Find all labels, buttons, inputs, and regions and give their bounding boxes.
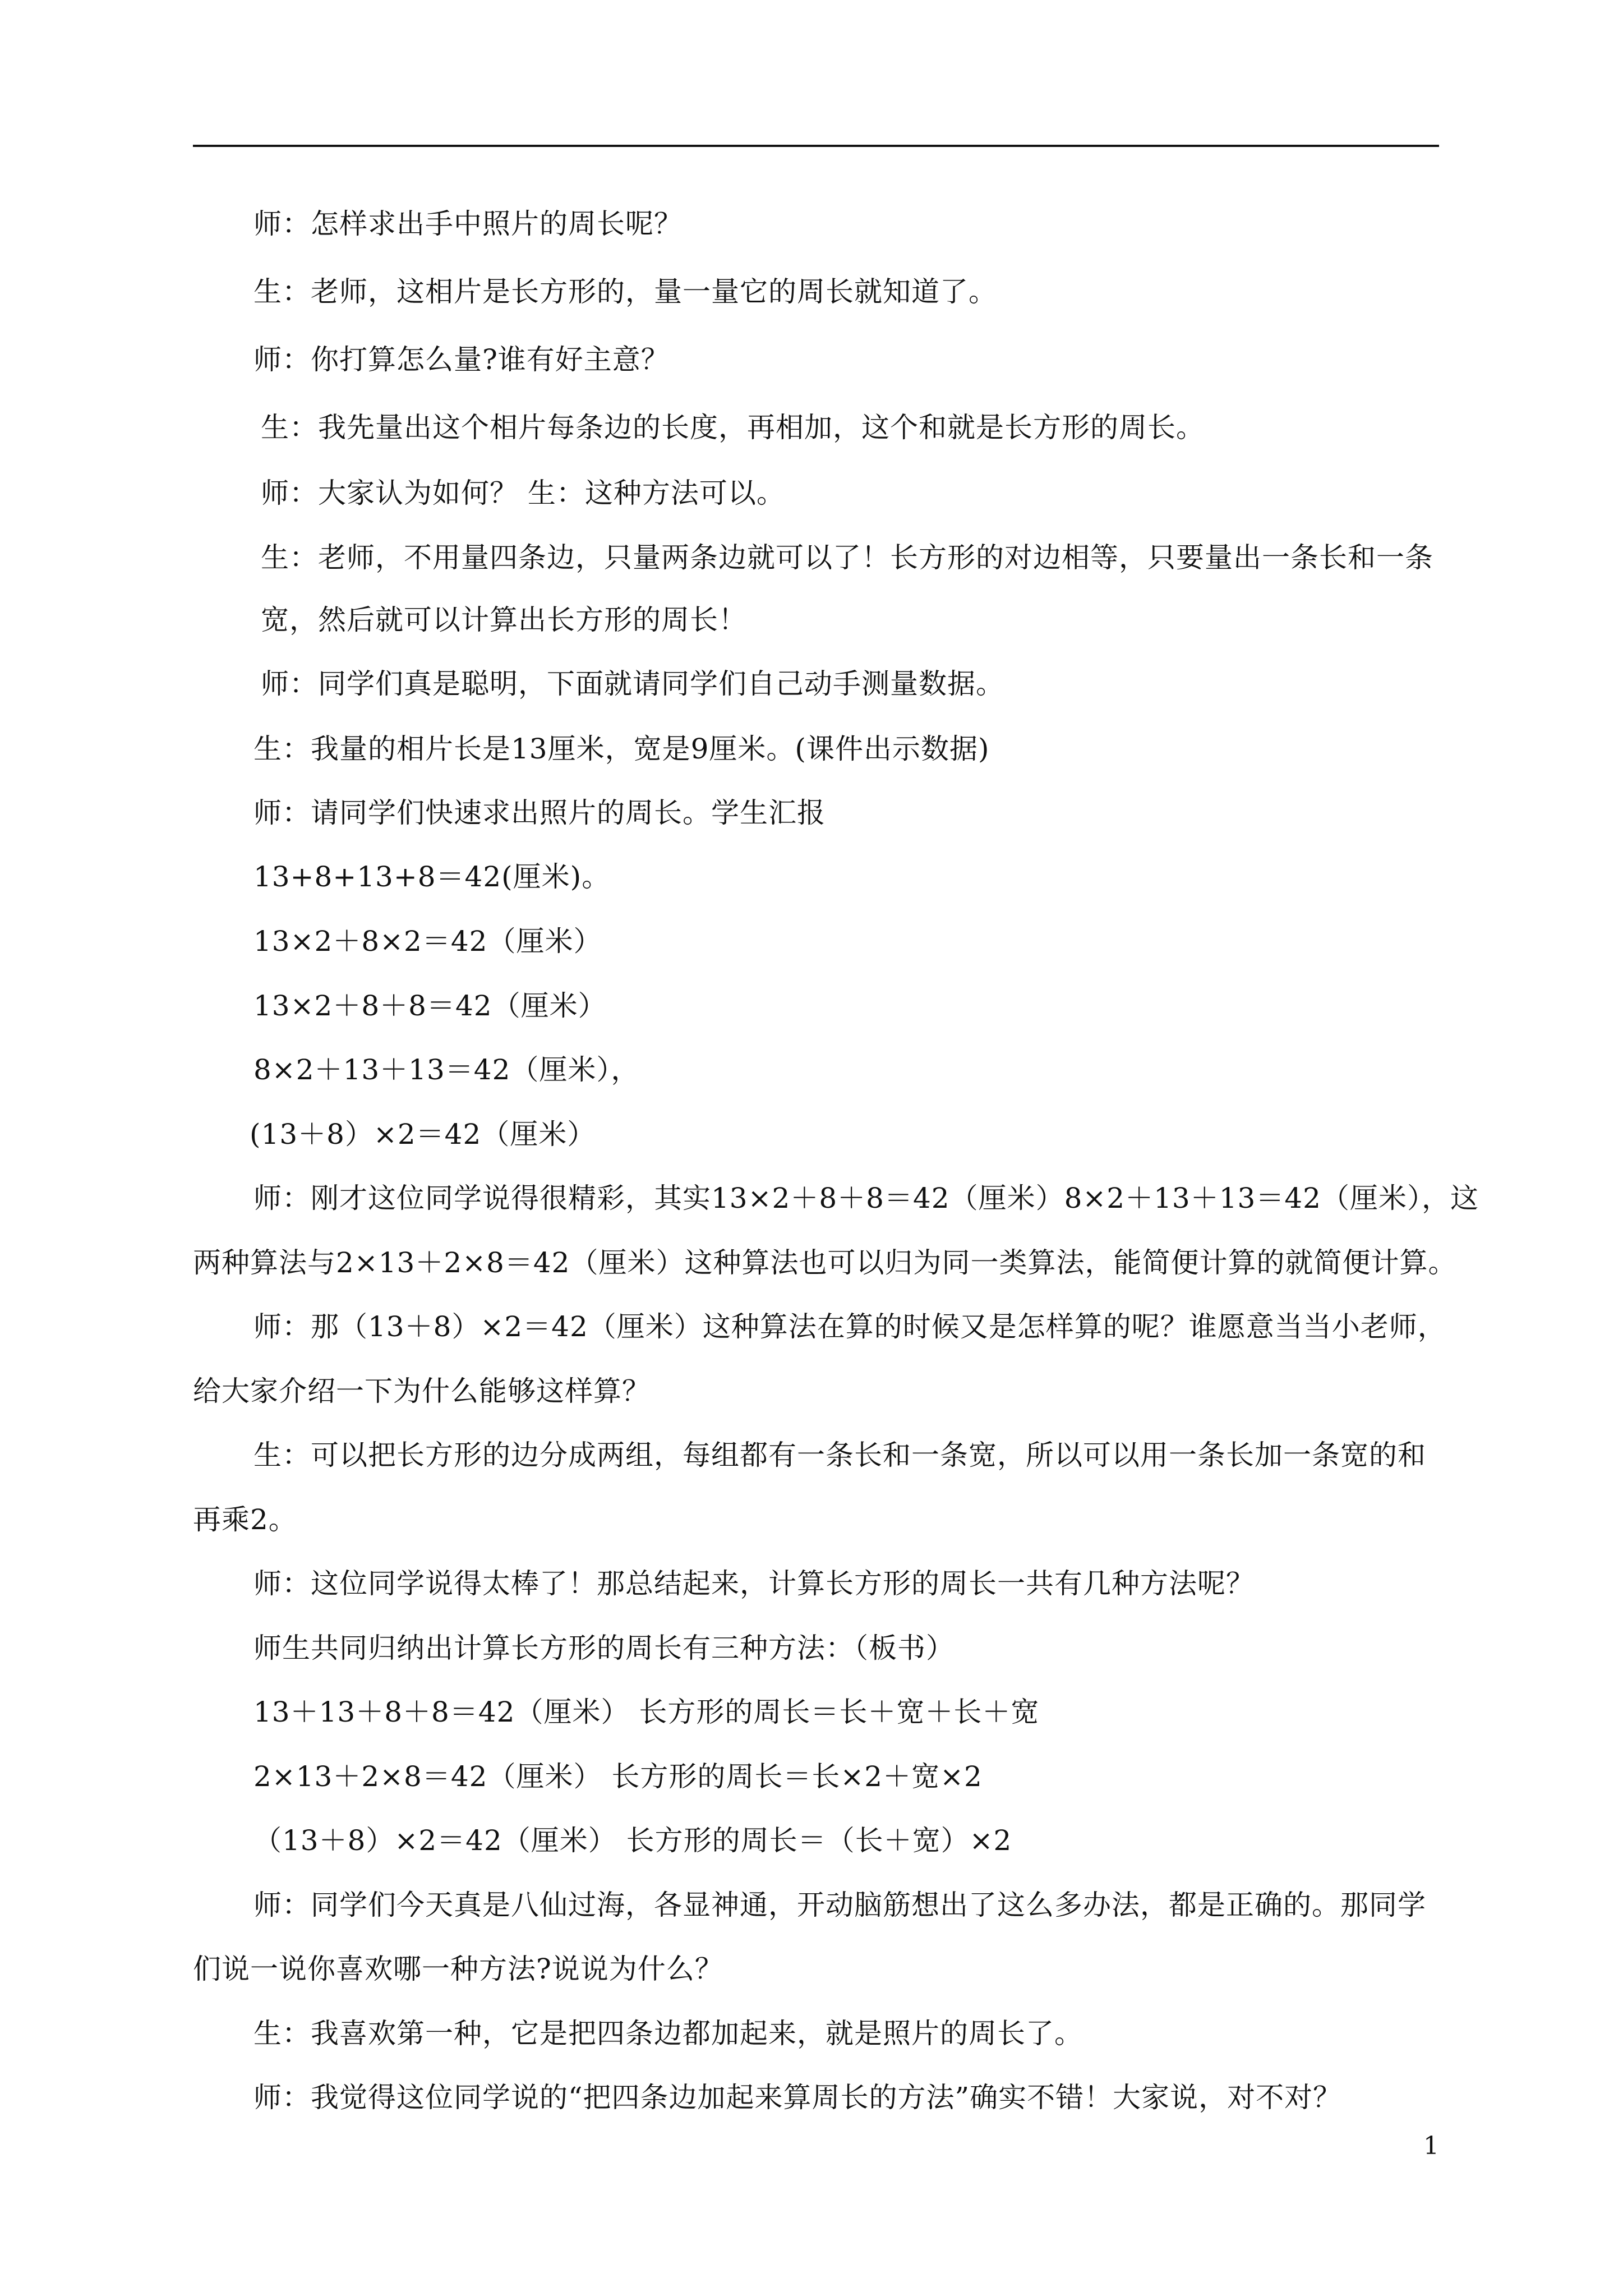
text-line: 师：我觉得这位同学说的“把四条边加起来算周长的方法”确实不错！大家说，对不对？ bbox=[253, 2081, 1342, 2114]
text-line: 2×13＋2×8＝42（厘米） 长方形的周长＝长×2＋宽×2 bbox=[253, 1760, 983, 1793]
text-line: 宽，然后就可以计算出长方形的周长！ bbox=[261, 604, 747, 636]
text-line: 师：刚才这位同学说得很精彩，其实13×2＋8＋8＝42（厘米）8×2＋13＋13＝42（厘米），这 bbox=[253, 1182, 1479, 1214]
text-line: (13＋8）×2＝42（厘米） bbox=[250, 1118, 596, 1151]
text-line: 师：同学们真是聪明，下面就请同学们自己动手测量数据。 bbox=[261, 668, 1004, 700]
header-rule bbox=[193, 145, 1439, 147]
text-line: 生：可以把长方形的边分成两组，每组都有一条长和一条宽，所以可以用一条长加一条宽的和 bbox=[253, 1439, 1426, 1471]
text-line: 13＋13＋8＋8＝42（厘米） 长方形的周长＝长＋宽＋长＋宽 bbox=[253, 1696, 1040, 1728]
text-line: 师生共同归纳出计算长方形的周长有三种方法：（板书） bbox=[253, 1632, 955, 1664]
text-line: 生：我量的相片长是13厘米，宽是9厘米。(课件出示数据) bbox=[253, 733, 990, 765]
text-line: 13×2＋8×2＝42（厘米） bbox=[253, 925, 602, 958]
text-line: 给大家介绍一下为什么能够这样算？ bbox=[193, 1375, 651, 1407]
text-line: 8×2＋13＋13＝42（厘米）， bbox=[253, 1053, 640, 1086]
text-line: 师：请同学们快速求出照片的周长。学生汇报 bbox=[253, 797, 826, 829]
text-line: 生：我喜欢第一种，它是把四条边都加起来，就是照片的周长了。 bbox=[253, 2017, 1083, 2050]
text-line: 生：老师，不用量四条边，只量两条边就可以了！长方形的对边相等，只要量出一条长和一条 bbox=[261, 541, 1433, 574]
page-number: 1 bbox=[1423, 2132, 1439, 2160]
text-line: 13×2＋8＋8＝42（厘米） bbox=[253, 990, 607, 1022]
text-line: 再乘2。 bbox=[193, 1503, 297, 1536]
text-line: 师：你打算怎么量?谁有好主意？ bbox=[253, 343, 670, 376]
text-line: 们说一说你喜欢哪一种方法?说说为什么？ bbox=[193, 1953, 723, 1985]
text-line: 师：这位同学说得太棒了！那总结起来，计算长方形的周长一共有几种方法呢？ bbox=[253, 1567, 1255, 1600]
text-line: （13＋8）×2＝42（厘米） 长方形的周长＝（长＋宽）×2 bbox=[253, 1824, 1012, 1857]
text-line: 师：那（13＋8）×2＝42（厘米）这种算法在算的时候又是怎样算的呢？谁愿意当当小老师， bbox=[253, 1310, 1446, 1343]
text-line: 生：老师，这相片是长方形的，量一量它的周长就知道了。 bbox=[253, 275, 997, 308]
text-line: 师：大家认为如何？ 生：这种方法可以。 bbox=[261, 477, 785, 509]
text-line: 两种算法与2×13＋2×8＝42（厘米）这种算法也可以归为同一类算法，能简便计算的就简便计算。 bbox=[193, 1246, 1457, 1279]
text-line: 师：同学们今天真是八仙过海，各显神通，开动脑筋想出了这么多办法，都是正确的。那同学 bbox=[253, 1889, 1426, 1921]
text-line: 13+8+13+8＝42(厘米)。 bbox=[253, 861, 611, 893]
text-line: 生：我先量出这个相片每条边的长度，再相加，这个和就是长方形的周长。 bbox=[261, 411, 1205, 444]
text-line: 师：怎样求出手中照片的周长呢？ bbox=[253, 208, 683, 240]
